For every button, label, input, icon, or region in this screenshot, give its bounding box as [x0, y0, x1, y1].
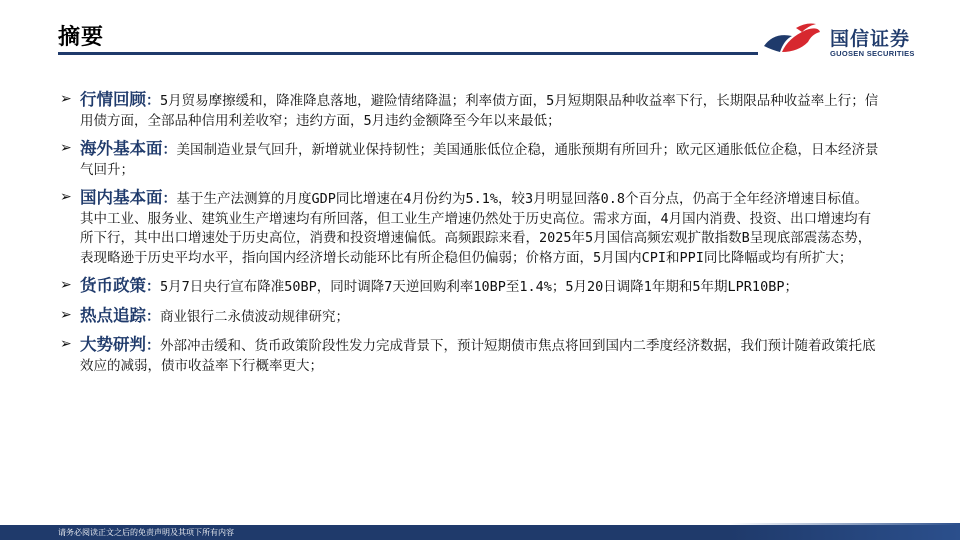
- arrow-bullet-icon: ➢: [60, 306, 72, 323]
- guosen-logo: [762, 18, 942, 62]
- list-item: [60, 306, 880, 328]
- item-colon: ：: [146, 308, 160, 325]
- item-text: 5月7日央行宣布降准50BP，同时调降7天逆回购利率10BP至1.4%；5月20日调降1年期和5年期LPR10BP；: [160, 279, 798, 295]
- item-text: 5月贸易摩擦缓和，降准降息落地，避险情绪降温；利率债方面，5月短期限品种收益率下行，长期限品种收益率上行；信用债方面，全部品种信用利差收窄；违约方面，5月违约金额降至今年以来最低；: [80, 93, 879, 129]
- item-colon: ：: [162, 191, 177, 207]
- list-item: [60, 276, 880, 298]
- arrow-bullet-icon: ➢: [60, 189, 72, 205]
- item-text: 美国制造业景气回升，新增就业保持韧性；美国通胀低位企稳，通胀预期有所回升；欧元区通胀低位企稳，日本经济景气回升；: [80, 142, 879, 178]
- title-divider: [58, 52, 758, 55]
- logo-english-name: GUOSEN SECURITIES: [830, 49, 915, 58]
- item-colon: ：: [146, 93, 160, 109]
- arrow-bullet-icon: ➢: [60, 336, 72, 352]
- arrow-bullet-icon: ➢: [60, 91, 72, 107]
- item-label: 行情回顾: [80, 90, 146, 109]
- logo-chinese-name: 国信证券: [830, 28, 911, 50]
- arrow-bullet-icon: ➢: [60, 277, 72, 293]
- item-text: 外部冲击缓和、货币政策阶段性发力完成背景下，预计短期债市焦点将回到国内二季度经济数据，我们预计随着政策托底效应的减弱，债市收益率下行概率更大；: [80, 338, 876, 374]
- list-item: [60, 90, 880, 131]
- list-item: [60, 188, 880, 268]
- list-item: [60, 335, 880, 376]
- guosen-logo-icon: [762, 22, 822, 56]
- footer-disclaimer: 请务必阅读正文之后的免责声明及其项下所有内容: [58, 528, 234, 537]
- arrow-bullet-icon: ➢: [60, 140, 72, 156]
- item-colon: ：: [162, 142, 177, 158]
- item-text: 基于生产法测算的月度GDP同比增速在4月份约为5.1%，较3月明显回落0.8个百分点，仍高于全年经济增速目标值。其中工业、服务业、建筑业生产增速均有所回落，但工业生产增速仍然处于历史高位。需求方面，4月国内消费、投资、出口增速均有所下行，其中出口增速处于历史高位，消费和投资增速偏低。高频跟踪来看，2025年5月国信高频宏观扩散指数B呈现底部震荡态势，表现略逊于历史平均水平，指向国内经济增长动能环比有所企稳但仍偏弱；价格方面，5月国内CPI和PPI同比降幅或均有所扩大；: [80, 191, 872, 266]
- footer-accent: [730, 523, 960, 540]
- list-item: [60, 139, 880, 180]
- item-label: 大势研判: [80, 335, 146, 354]
- item-colon: ：: [146, 279, 160, 295]
- summary-list: [60, 90, 880, 384]
- page-title: 摘要: [58, 25, 105, 50]
- item-label: 热点追踪: [80, 305, 146, 325]
- item-colon: ：: [146, 338, 160, 354]
- item-label: 海外基本面: [80, 139, 163, 158]
- item-text: 商业银行二永债波动规律研究；: [160, 308, 349, 325]
- item-label: 国内基本面: [80, 188, 163, 207]
- item-label: 货币政策: [80, 276, 146, 295]
